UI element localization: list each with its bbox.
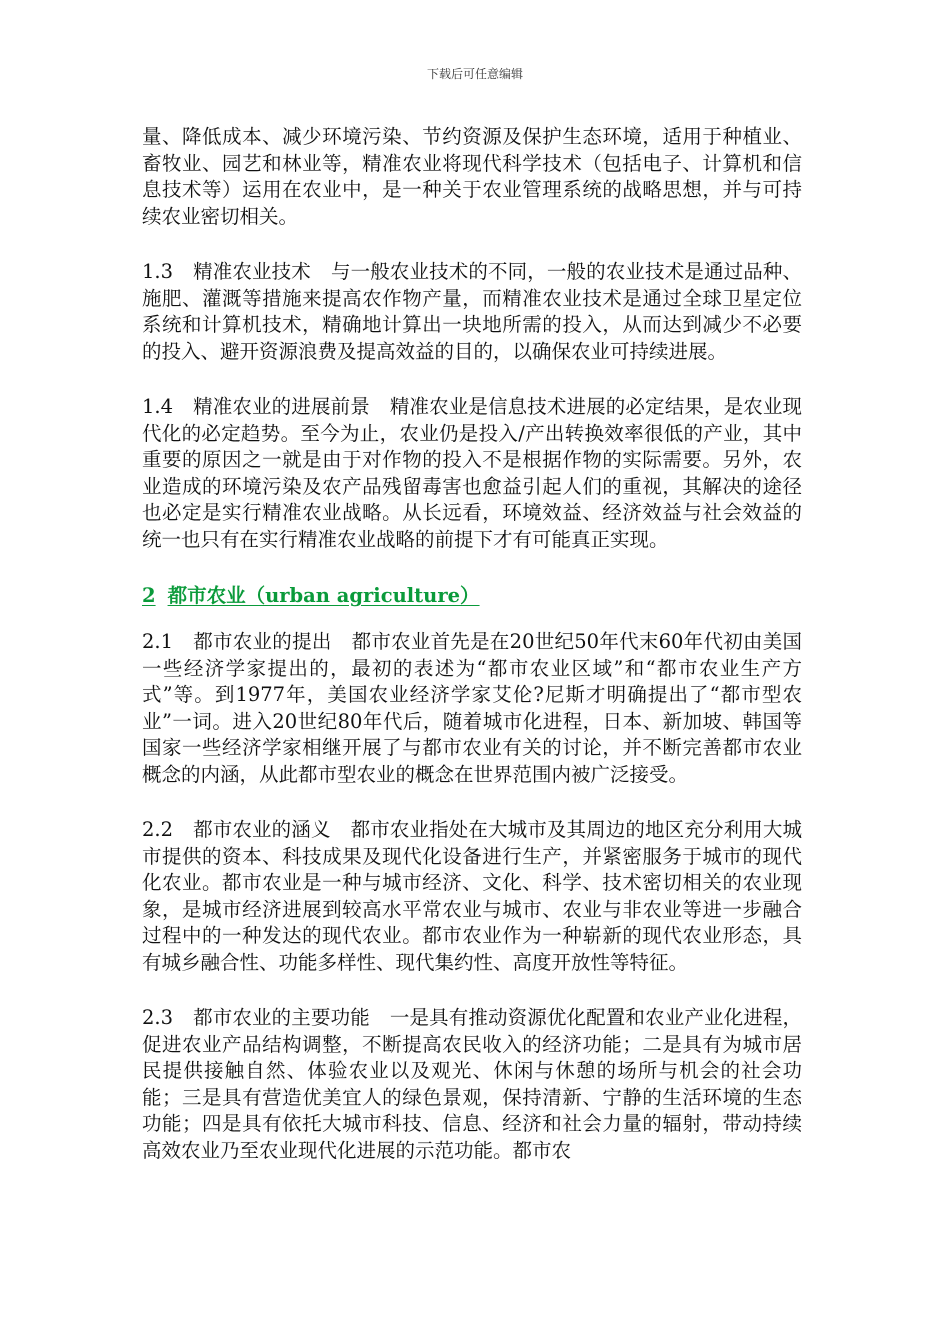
subsection-title: 都市农业的主要功能 <box>193 1006 370 1029</box>
section-number: 2.3 <box>142 1006 174 1029</box>
subsection-title: 精准农业的进展前景 <box>193 395 370 418</box>
section-number: 2.1 <box>142 630 174 653</box>
paragraph-2-2 <box>142 817 802 976</box>
paragraph-2-1 <box>142 629 802 788</box>
paragraph-text: 都市农业首先是在20世纪50年代末60年代初由美国一些经济学家提出的，最初的表述为“都市农业区域”和“都市农业生产方式”等。到1977年，美国农业经济学家艾伦?尼斯才明确提出了“都市型农业”一词。进入20世纪80年代后，随着城市化进程，日本、新加坡、韩国等国家一些经济学家相继开展了与都市农业有关的讨论，并不断完善都市农业概念的内涵，从此都市型农业的概念在世界范围内被广泛接受。 <box>142 630 802 786</box>
section-number: 1.4 <box>142 395 174 418</box>
page-header: 下载后可任意编辑 <box>426 67 523 81</box>
subsection-title: 都市农业的提出 <box>193 630 332 653</box>
paragraph-2-3 <box>142 1005 802 1164</box>
paragraph-text: 精准农业是信息技术进展的必定结果，是农业现代化的必定趋势。至今为止，农业仍是投入/产出转换效率很低的产业，其中重要的原因之一就是由于对作物的投入不是根据作物的实际需要。另外，农业造成的环境污染及农产品残留毒害也愈益引起人们的重视，其解决的途径也必定是实行精准农业战略。从长远看，环境效益、经济效益与社会效益的统一也只有在实行精准农业战略的前提下才有可能真正实现。 <box>142 395 802 551</box>
document-body <box>142 124 802 1193</box>
section-heading-link[interactable] <box>142 584 480 607</box>
paragraph-1-3 <box>142 259 802 365</box>
paragraph-text: 量、降低成本、减少环境污染、节约资源及保护生态环境，适用于种植业、畜牧业、园艺和林业等，精准农业将现代科学技术（包括电子、计算机和信息技术等）运用在农业中，是一种关于农业管理系统的战略思想，并与可持续农业密切相关。 <box>142 125 802 228</box>
paragraph-text: 一是具有推动资源优化配置和农业产业化进程，促进农业产品结构调整，不断提高农民收入的经济功能；二是具有为城市居民提供接触自然、体验农业以及观光、休闲与休憩的场所与机会的社会功能；三是具有营造优美宜人的绿色景观，保持清新、宁静的生活环境的生态功能；四是具有依托大城市科技、信息、经济和社会力量的辐射，带动持续高效农业乃至农业现代化进展的示范功能。都市农 <box>142 1006 802 1162</box>
section-number: 2 <box>142 584 156 607</box>
subsection-title: 精准农业技术 <box>193 260 311 283</box>
paragraph-1-2-continued <box>142 124 802 230</box>
paragraph-1-4 <box>142 394 802 553</box>
paragraph-text: 与一般农业技术的不同，一般的农业技术是通过品种、施肥、灌溉等措施来提高农作物产量，而精准农业技术是通过全球卫星定位系统和计算机技术，精确地计算出一块地所需的投入，从而达到减少不必要的投入、避开资源浪费及提高效益的目的，以确保农业可持续进展。 <box>142 260 802 363</box>
section-number: 2.2 <box>142 818 174 841</box>
section-title: 都市农业（urban agriculture） <box>167 584 480 607</box>
paragraph-text: 都市农业指处在大城市及其周边的地区充分利用大城市提供的资本、科技成果及现代化设备进行生产，并紧密服务于城市的现代化农业。都市农业是一种与城市经济、文化、科学、技术密切相关的农业现象，是城市经济进展到较高水平常农业与城市、农业与非农业等进一步融合过程中的一种发达的现代农业。都市农业作为一种崭新的现代农业形态，具有城乡融合性、功能多样性、现代集约性、高度开放性等特征。 <box>142 818 802 974</box>
section-number: 1.3 <box>142 260 174 283</box>
subsection-title: 都市农业的涵义 <box>193 818 331 841</box>
section-heading-2[interactable] <box>142 582 802 609</box>
